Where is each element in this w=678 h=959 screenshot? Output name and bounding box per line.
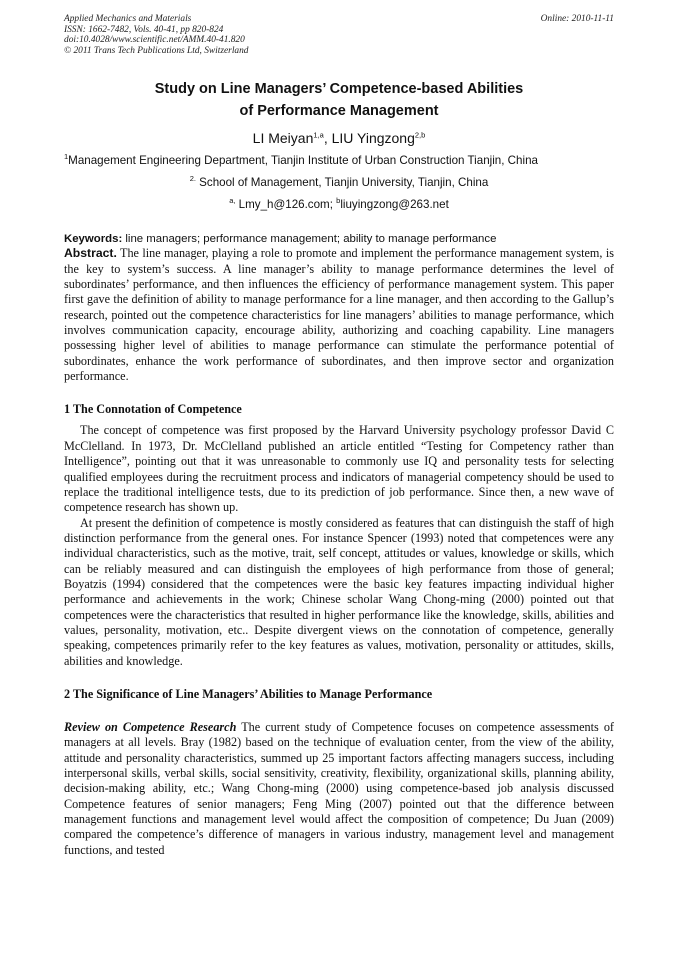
email-a: Lmy_h@126.com; [235,198,337,212]
keywords-text: line managers; performance management; ability to manage performance [122,233,497,246]
title-line-1: Study on Line Managers’ Competence-based Abilities [154,81,524,98]
affiliation-1 [64,154,614,168]
journal-header [64,14,614,56]
author-1: LI Meiyan [252,130,314,147]
keywords-label: Keywords: [64,233,123,246]
section-1-heading: 1 The Connotation of Competence [64,402,242,417]
affiliation-2-text: School of Management, Tianjin University, Tianjin, China [195,176,489,190]
section-1-paragraph-2: At present the definition of competence is mostly considered as features that can distinguish the staff of high distinction performance from the general ones. For instance Spencer (1993) noted that competences were any individual characteristics, such as the motive, trait, self concept, attitudes or values, knowledge or skills, which can be reliably measured and can distinguish the employees of high performance from those of general; Boyatzis (1994) considered that the competences were the basic key features impacting individual higher performance and achievements in the work; Chinese scholar Wang Chong-ming (2000) pointed out that competences were the characteristics that resulted in higher performance like the knowledge, skills, abilities and values, personality, motivation, etc.. Despite divergent views on the connotation of competence, generally speaking, competences primarily refer to the key features as values, motivation, personality or attitudes, skills, abilities and knowledge. [64,515,614,668]
online-date: Online: 2010-11-11 [540,14,614,24]
email-b: liuyingzong@263.net [340,198,449,212]
journal-doi: doi:10.4028/www.scientific.net/AMM.40-41.820 [64,35,245,46]
affiliation-1-text: Management Engineering Department, Tianjin Institute of Urban Construction Tianjin, China [68,154,538,168]
section-2-heading: 2 The Significance of Line Managers’ Abilities to Manage Performance [64,686,433,701]
affiliation-2 [64,176,614,190]
author-2-sup: 2,b [414,130,426,140]
email-a-sup: a, [229,196,236,206]
email-b-sup: b [336,196,341,206]
paper-page [64,14,614,858]
section-2-paragraph-1-text: The current study of Competence focuses on competence assessments of managers at all levels. Bray (1982) based on the technique of evaluation center, from the view of the ability, attitude and personality characteristics, summed up 25 important factors affecting managers success, including interpersonal skills, verbal skills, social sensitivity, creativity, flexibility, organizational skills, planning ability, decision-making ability, etc.; Wang Chong-ming (2000) using competence-based job analysis discussed Competence features of senior managers; Feng Ming (2007) pointed out that the difference between management functions and management level would affect the composition of competence; Du Juan (2009) compared the competence’s difference of managers in various industry, management level and management functions, and tested [64,719,614,857]
section-1-paragraph-1: The concept of competence was first proposed by the Harvard University psychology professor David C McClelland. In 1973, Dr. McClelland published an article entitled “Testing for Competency rather than Intelligence”, pointing out that it was unreasonable to commonly use IQ and personality tests for selecting qualified employees during the recruitment process and indicators of managerial competency should be used to replace the traditional intelligence tests, due to its prediction of job performance. Since then, a new wave of competence research has shown up. [64,423,614,515]
affiliation-2-sup: 2. [189,174,196,184]
author-1-sup: 1,a [313,130,324,140]
section-2-paragraph-1 [64,720,614,858]
abstract-label: Abstract. [64,246,117,261]
author-2: LIU Yingzong [331,130,415,147]
journal-copyright: © 2011 Trans Tech Publications Ltd, Switzerland [64,45,249,56]
paper-title [64,78,614,122]
keywords [64,232,614,246]
author-sep: , [323,130,332,147]
author-list [64,128,614,148]
journal-issn: ISSN: 1662-7482, Vols. 40-41, pp 820-824 [64,24,224,35]
runin-heading: Review on Competence Research [64,719,237,734]
abstract-text: The line manager, playing a role to promote and implement the performance management system, is the key to system’s success. A line manager’s ability to manage performance determines the level of subordinates’ performance, and then influences the efficiency of performance management system. This paper first gave the definition of ability to manage performance for a line manager, and then according to the Gallup’s research, pointed out the competence characteristics for line managers’ abilities to manage performance, which involves communication capacity, encourage ability, authorizing and coaching capability. Line managers possessing higher level of abilities to manage performance can stimulate the performance potential of subordinates, enhance the work performance of subordinates, and then improve sector and organization performance. [64,246,614,384]
journal-name: Applied Mechanics and Materials [64,14,192,24]
abstract [64,246,614,384]
affiliation-1-sup: 1 [64,152,69,162]
title-line-2: of Performance Management [239,103,439,120]
emails [64,198,614,212]
